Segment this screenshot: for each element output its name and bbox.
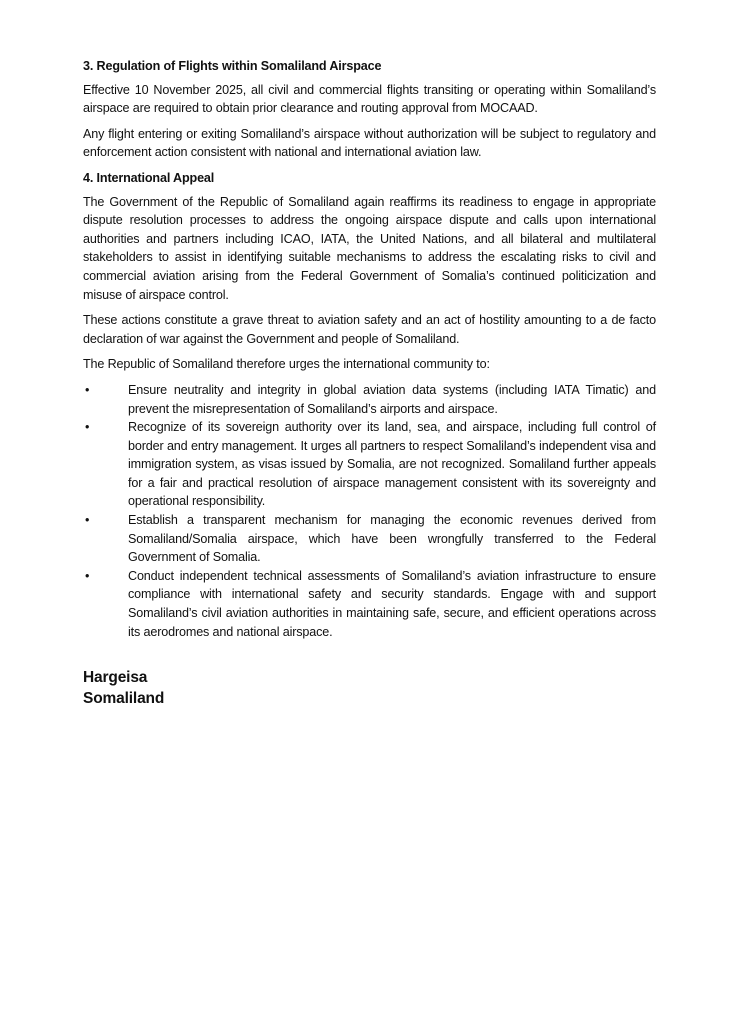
paragraph: Effective 10 November 2025, all civil and commercial flights transiting or operating within Somaliland’s airspace are required to obtain prior clearance and routing approval from MOCAAD. — [83, 82, 656, 116]
section-international-appeal — [83, 169, 656, 641]
signoff-country: Somaliland — [83, 690, 165, 708]
signoff-city: Hargeisa — [83, 669, 148, 687]
document-page — [83, 57, 656, 709]
bullet-icon: • — [85, 382, 90, 397]
signoff-location — [83, 667, 656, 709]
bullet-icon: • — [85, 513, 90, 528]
section-regulation-of-flights — [83, 57, 656, 162]
section-heading: 4. International Appeal — [83, 170, 215, 185]
list-item — [83, 567, 656, 641]
list-item-text: Ensure neutrality and integrity in global aviation data systems (including IATA Timatic) and prevent the misrepresentation of Somaliland’s airports and airspace. — [128, 382, 656, 416]
list-item-text: Establish a transparent mechanism for managing the economic revenues derived from Somaliland/Somalia airspace, which have been wrongfully transferred to the Federal Government of Somalia. — [128, 513, 656, 565]
list-item — [83, 418, 656, 511]
paragraph: Any flight entering or exiting Somaliland’s airspace without authorization will be subject to regulatory and enforcement action consistent with national and international aviation law. — [83, 126, 656, 160]
list-item-text: Conduct independent technical assessments of Somaliland’s aviation infrastructure to ensure compliance with international safety and security standards. Engage with and support Somaliland’s civil aviation authorities in maintaining safe, secure, and efficient operations across its aerodromes and national airspace. — [128, 568, 656, 639]
bullet-icon: • — [85, 420, 90, 435]
list-item-text: Recognize of its sovereign authority over its land, sea, and airspace, including full control of border and entry management. It urges all partners to respect Somaliland’s independent visa and immigration system, as visas issued by Somalia, are not recognized. Somaliland further appeals for a fair and practical resolution of airspace management consistent with its sovereignty and operational responsibility. — [128, 420, 656, 509]
paragraph: These actions constitute a grave threat to aviation safety and an act of hostility amounting to a de facto declaration of war against the Government and people of Somaliland. — [83, 313, 656, 346]
appeal-bullet-list — [83, 381, 656, 641]
list-item — [83, 381, 656, 418]
bullet-icon: • — [85, 568, 90, 583]
section-heading: 3. Regulation of Flights within Somaliland Airspace — [83, 59, 382, 73]
list-item — [83, 511, 656, 567]
paragraph: The Government of the Republic of Somaliland again reaffirms its readiness to engage in appropriate dispute resolution processes to address the ongoing airspace dispute and calls upon international authorities and partners including ICAO, IATA, the United Nations, and all bilateral and multilateral stakeholders to assist in identifying suitable mechanisms to address the escalating risks to civil and commercial aviation arising from the Federal Government of Somalia’s continued politicization and misuse of airspace control. — [83, 194, 656, 302]
paragraph: The Republic of Somaliland therefore urges the international community to: — [83, 357, 490, 372]
